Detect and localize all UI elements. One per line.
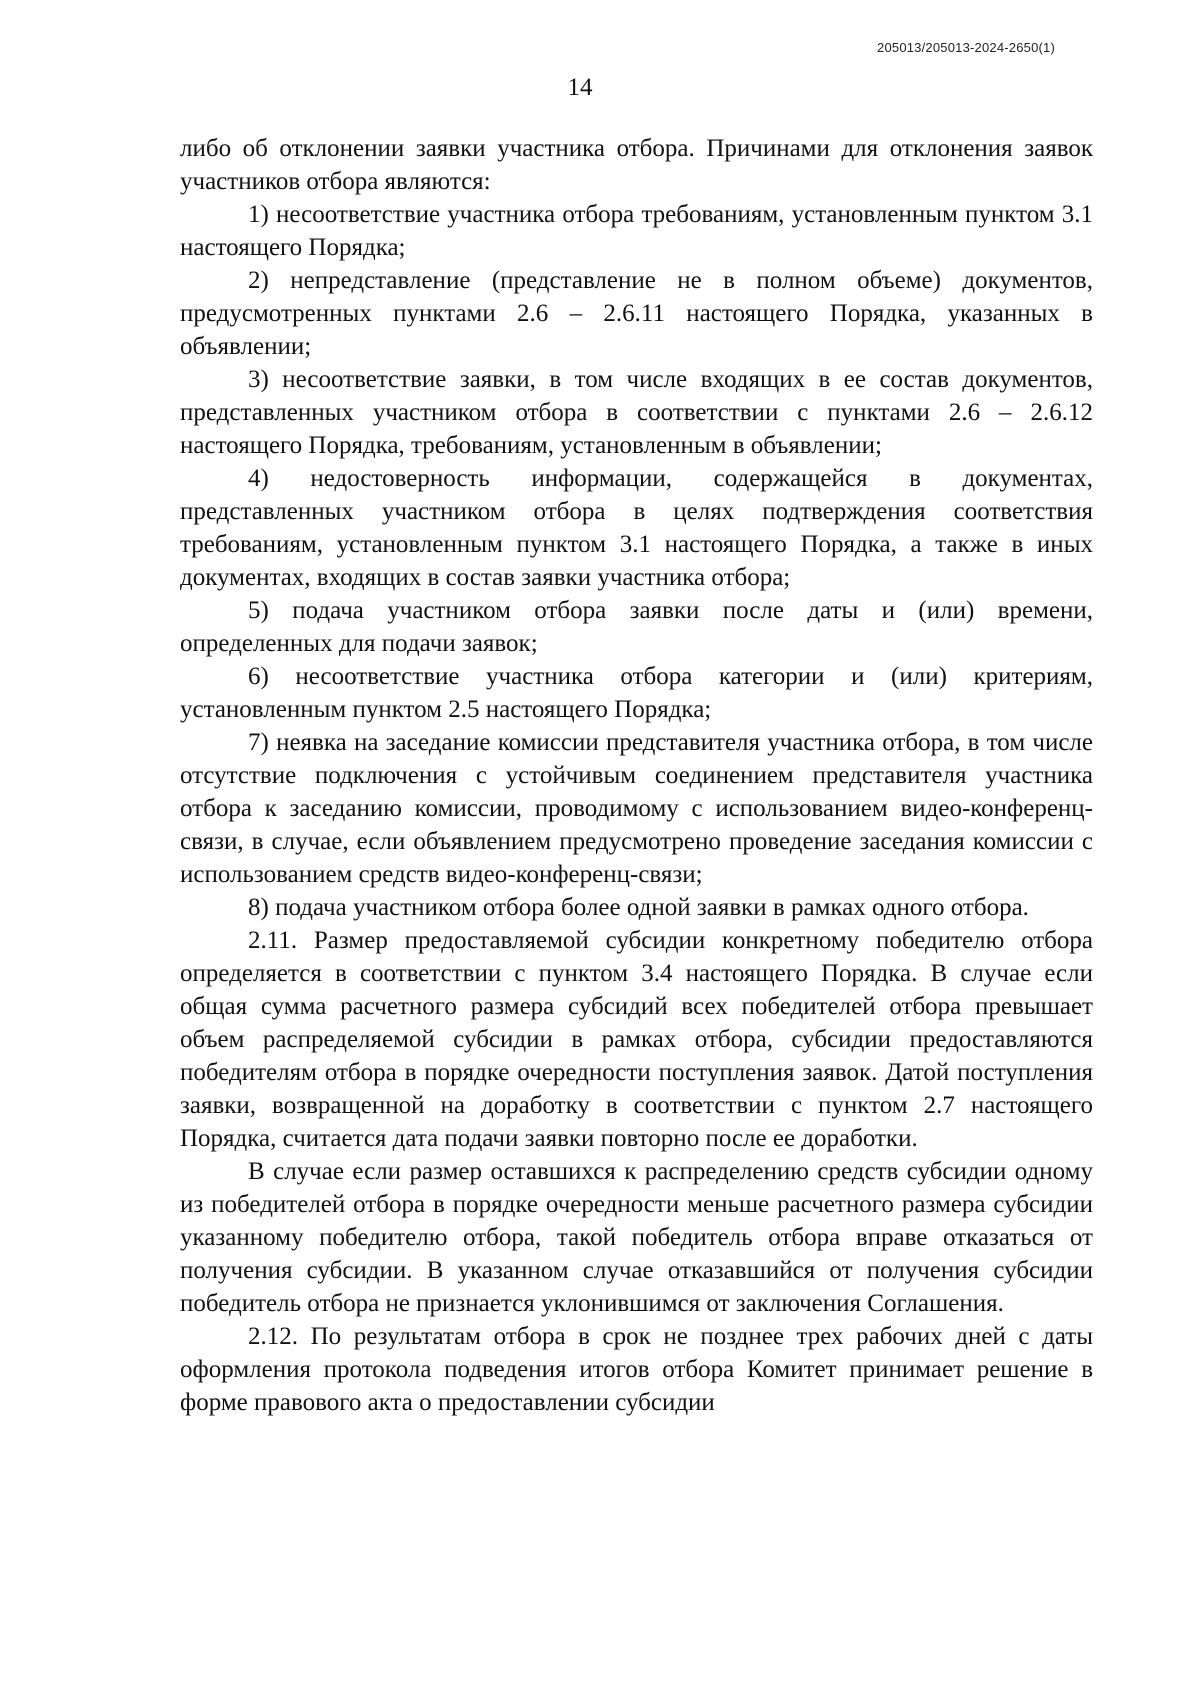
paragraph-item-1: 1) несоответствие участника отбора требованиям, установленным пунктом 3.1 настоящего Порядка; — [180, 201, 1093, 261]
page-number: 14 — [567, 74, 593, 101]
paragraph-item-6: 6) несоответствие участника отбора категории и (или) критериям, установленным пунктом 2.5 настоящего Порядка; — [180, 663, 1093, 723]
paragraph-item-7: 7) неявка на заседание комиссии представителя участника отбора, в том числе отсутствие подключения с устойчивым соединением представителя участника отбора к заседанию комиссии, проводимому с использованием видео-конференц-связи, в случае, если объявлением предусмотрено проведение заседания комиссии с использованием средств видео-конференц-связи; — [180, 729, 1093, 888]
paragraph-section-2-12: 2.12. По результатам отбора в срок не позднее трех рабочих дней с даты оформления протокола подведения итогов отбора Комитет принимает решение в форме правового акта о предоставлении субсидии — [180, 1323, 1093, 1416]
paragraph-item-8: 8) подача участником отбора более одной заявки в рамках одного отбора. — [248, 894, 1029, 921]
paragraph-item-5: 5) подача участником отбора заявки после даты и (или) времени, определенных для подачи заявок; — [180, 597, 1093, 657]
paragraph-section-2-11-continued: В случае если размер оставшихся к распределению средств субсидии одному из победителей отбора в порядке очередности меньше расчетного размера субсидии указанному победителю отбора, такой победитель отбора вправе отказаться от получения субсидии. В указанном случае отказавшийся от получения субсидии победитель отбора не признается уклонившимся от заключения Соглашения. — [180, 1158, 1093, 1317]
paragraph-item-2: 2) непредставление (представление не в полном объеме) документов, предусмотренных пунктами 2.6 – 2.6.11 настоящего Порядка, указанных в объявлении; — [180, 267, 1093, 360]
paragraph-intro: либо об отклонении заявки участника отбора. Причинами для отклонения заявок участников отбора являются: — [180, 135, 1093, 195]
document-body — [180, 132, 1093, 1419]
document-id: 205013/205013-2024-2650(1) — [877, 40, 1055, 55]
paragraph-item-4: 4) недостоверность информации, содержащейся в документах, представленных участником отбора в целях подтверждения соответствия требованиям, установленным пунктом 3.1 настоящего Порядка, а также в иных документах, входящих в состав заявки участника отбора; — [180, 465, 1093, 591]
paragraph-item-3: 3) несоответствие заявки, в том числе входящих в ее состав документов, представленных участником отбора в соответствии с пунктами 2.6 – 2.6.12 настоящего Порядка, требованиям, установленным в объявлении; — [180, 366, 1093, 459]
paragraph-section-2-11: 2.11. Размер предоставляемой субсидии конкретному победителю отбора определяется в соответствии с пунктом 3.4 настоящего Порядка. В случае если общая сумма расчетного размера субсидий всех победителей отбора превышает объем распределяемой субсидии в рамках отбора, субсидии предоставляются победителям отбора в порядке очередности поступления заявок. Датой поступления заявки, возвращенной на доработку в соответствии с пунктом 2.7 настоящего Порядка, считается дата подачи заявки повторно после ее доработки. — [180, 927, 1093, 1152]
